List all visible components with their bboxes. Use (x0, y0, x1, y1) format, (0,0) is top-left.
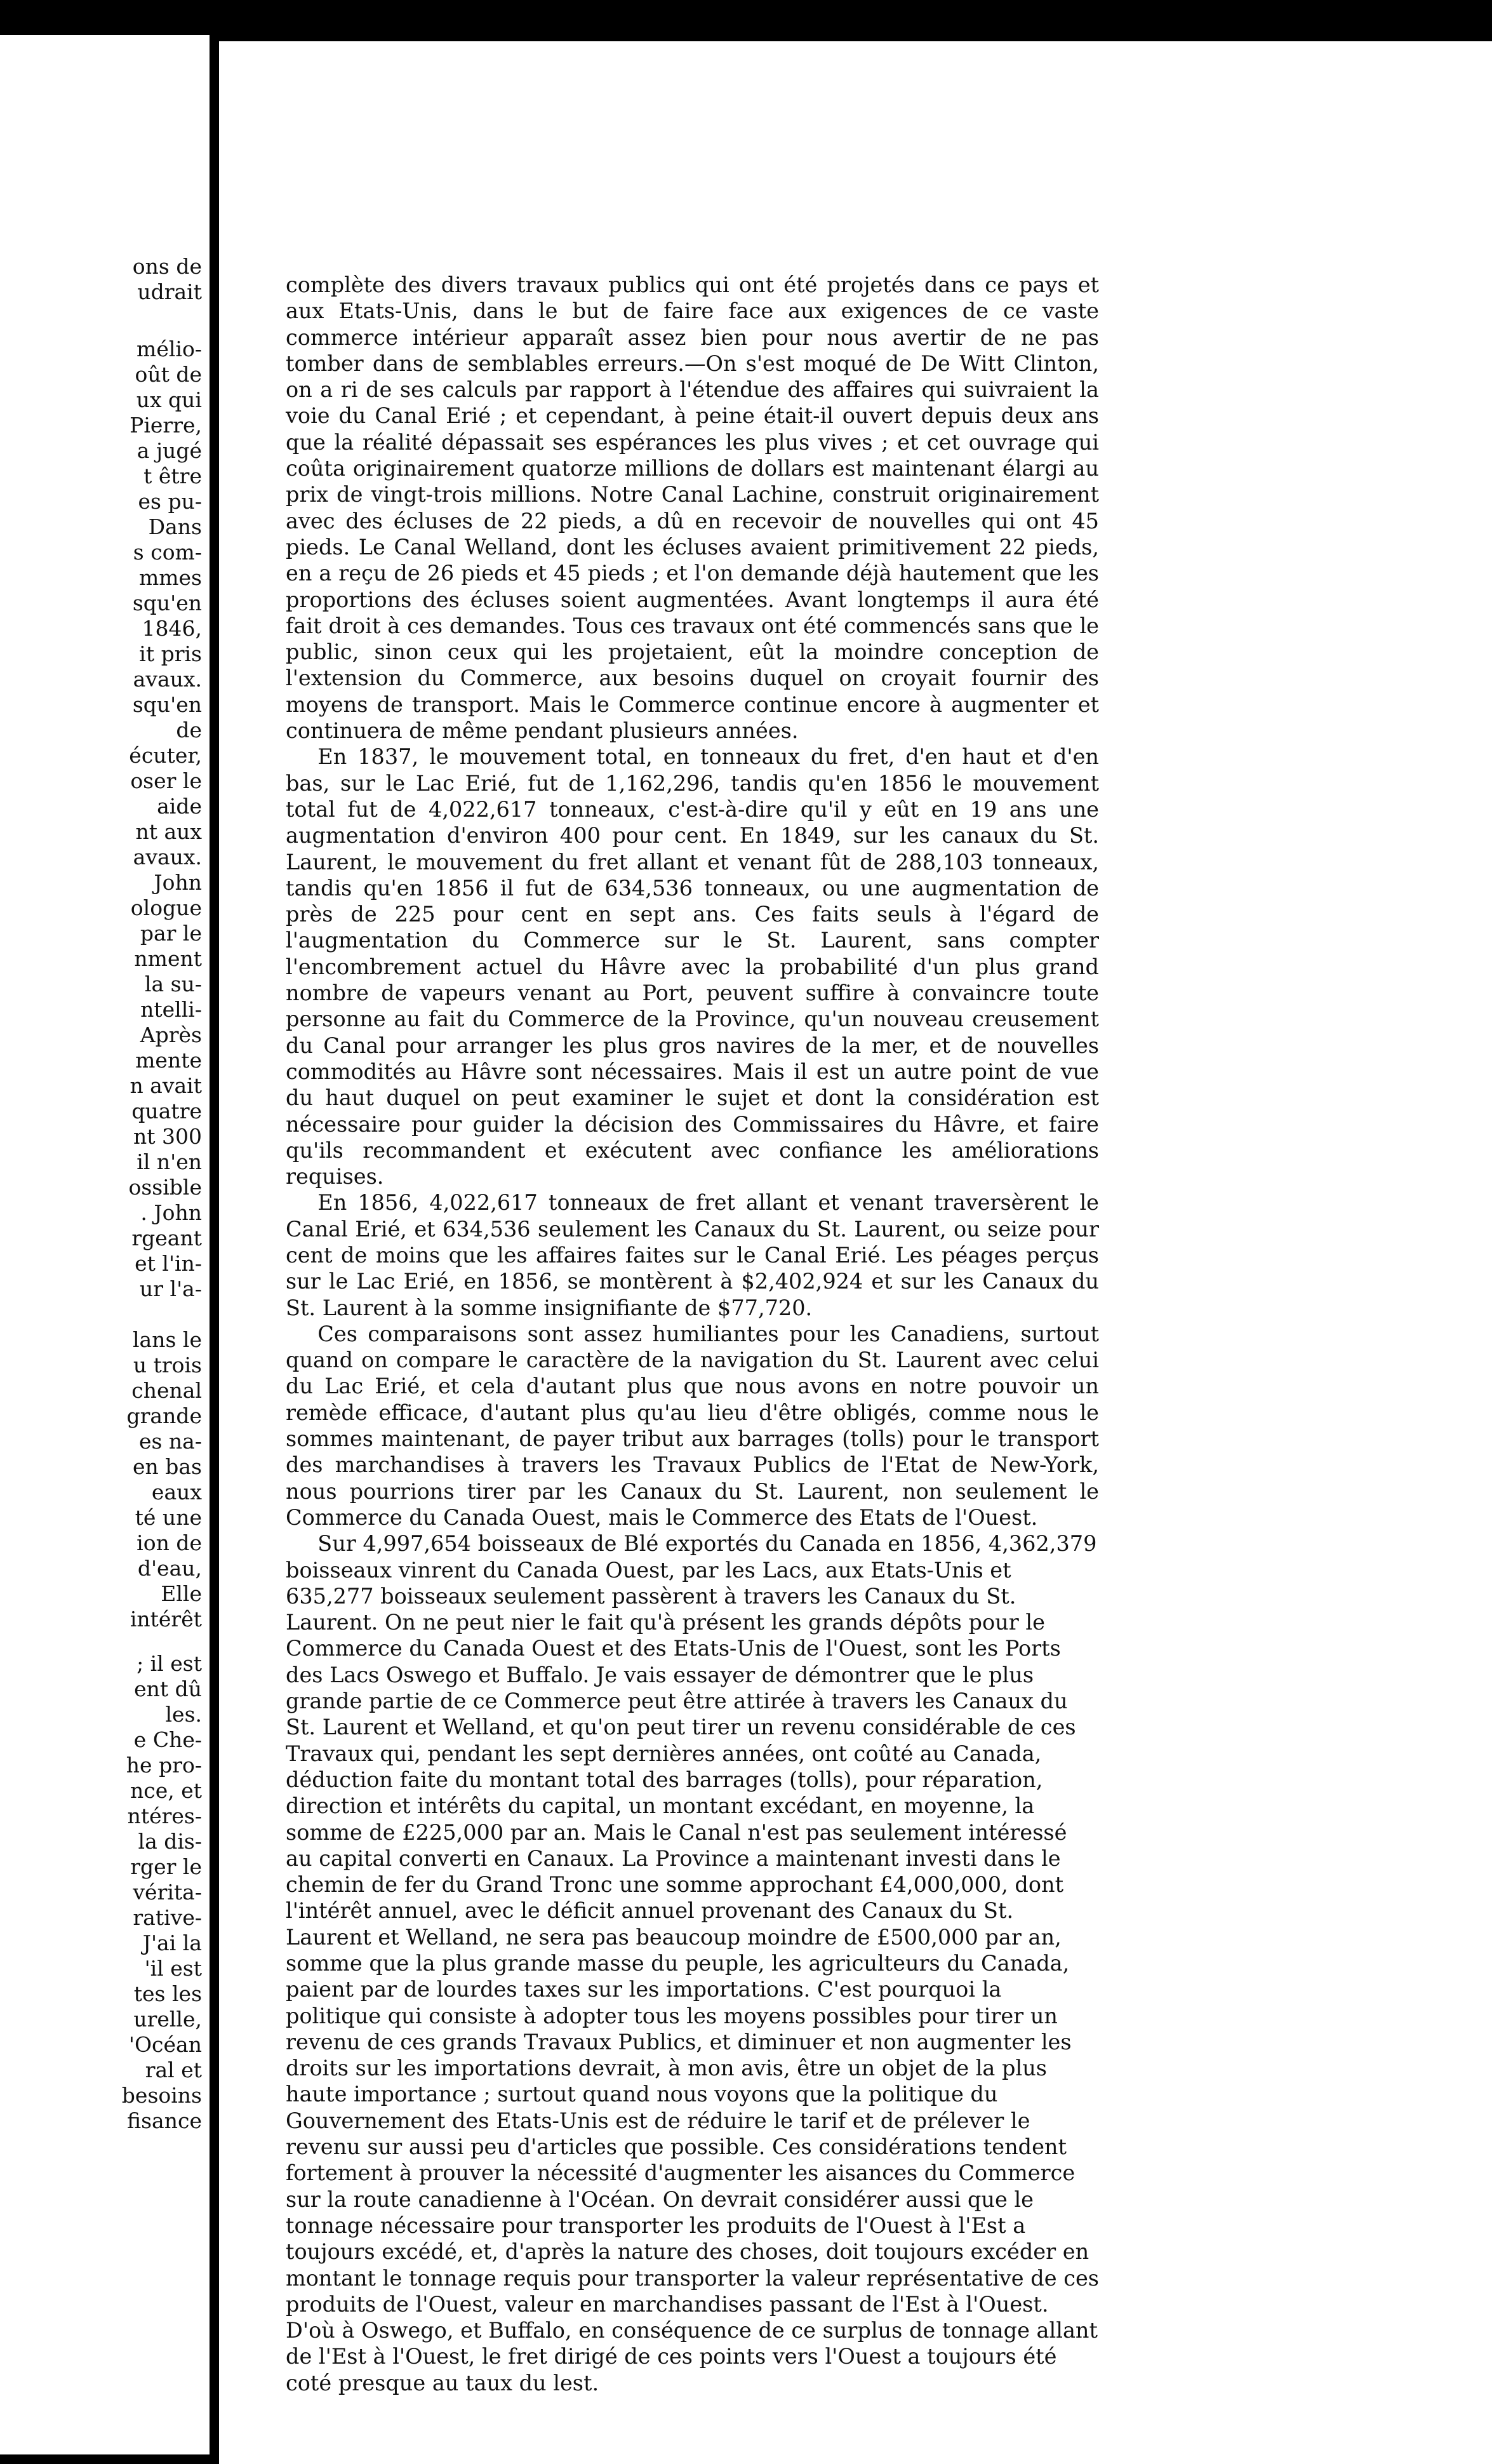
left-page-line: ur l'a- (140, 1276, 202, 1301)
left-page-line: . John (140, 1200, 202, 1225)
left-page-line: en bas (132, 1454, 202, 1479)
left-page-line: mente (135, 1048, 202, 1073)
left-page-line: udrait (137, 279, 202, 304)
left-page-line: ons de (132, 254, 202, 279)
left-page-line: rgeant (131, 1226, 202, 1250)
left-page-line: ntelli- (140, 997, 202, 1022)
left-page-line: avaux. (133, 845, 202, 869)
left-page-line: ologue (130, 895, 202, 920)
left-page-line: par le (140, 921, 202, 946)
left-page-line: quatre (131, 1099, 202, 1123)
left-page-line: tes les (133, 1981, 202, 2006)
left-page-line: rative- (133, 1905, 202, 1930)
left-page-line: ; il est (137, 1651, 202, 1676)
left-page-line: s com- (133, 540, 202, 565)
left-page-line: avaux. (133, 667, 202, 692)
left-page-line: ux qui (136, 387, 202, 412)
left-page-line: 'Océan (128, 2032, 202, 2057)
paragraph-3: En 1856, 4,022,617 tonneaux de fret allant et venant traversèrent le Canal Erié, et 634,536 seulement les Canaux du St. Laurent, ou seize pour cent de moins que les affaires faites sur le Canal Erié. Les péages perçus sur le Lac Erié, en 1856, se montèrent à $2,402,924 et sur les Canaux du St. Laurent à la somme insignifiante de $77,720. (286, 1190, 1099, 1320)
paragraph-4: Ces comparaisons sont assez humiliantes pour les Canadiens, surtout quand on compare le caractère de la navigation du St. Laurent avec celui du Lac Erié, et cela d'autant plus que nous avons en notre pouvoir un remède efficace, d'autant plus qu'au lieu d'être obligés, comme nous le sommes maintenant, de payer tribut aux barrages (tolls) pour le transport des marchandises à travers les Travaux Publics de l'Etat de New-York, nous pourrions tirer par les Canaux du St. Laurent, non seulement le Commerce du Canada Ouest, mais le Commerce des Etats de l'Ouest. (286, 1321, 1099, 1530)
left-page-line: ntéres- (127, 1804, 202, 1828)
left-page-line: urelle, (133, 2007, 202, 2032)
left-page-line: he pro- (126, 1753, 202, 1778)
left-page-line: Elle (161, 1581, 202, 1606)
left-page-line: la dis- (138, 1829, 202, 1854)
left-page-line: les. (165, 1702, 202, 1727)
left-page-line: ral et (145, 2058, 202, 2082)
paragraph-2: En 1837, le mouvement total, en tonneaux du fret, d'en haut et d'en bas, sur le Lac Erié, fut de 1,162,296, tandis qu'en 1856 le mouvement total fut de 4,022,617 tonneaux, c'est-à-dire qu'il y eût en 19 ans une augmentation d'environ 400 pour cent. En 1849, sur les canaux du St. Laurent, le mouvement du fret allant et venant fût de 288,103 tonneaux, tandis qu'en 1856 il fut de 634,536 tonneaux, ou une augmentation de près de 225 pour cent en sept ans. Ces faits seuls à l'égard de l'augmentation du Commerce sur le St. Laurent, sans compter l'encombrement actuel du Hâvre avec la probabilité d'un plus grand nombre de vapeurs venant au Port, peuvent suffire à convaincre toute personne au fait du Commerce de la Province, qu'un nouveau creusement du Canal pour arranger les plus gros navires de la mer, et de nouvelles commodités au Hâvre sont nécessaires. Mais il est un autre point de vue du haut duquel on peut examiner le sujet et dont la considération est nécessaire pour guider la décision des Commissaires du Hâvre, et faire qu'ils recommandent et exécutent avec confiance les améliorations requises. (286, 744, 1099, 1189)
left-page-line: fisance (127, 2108, 202, 2133)
left-page-line: squ'en (132, 692, 202, 717)
left-page-line: grande (126, 1403, 202, 1428)
left-page-line: es pu- (138, 489, 202, 514)
left-page-line: Pierre, (130, 413, 202, 438)
left-page-line: u trois (133, 1353, 202, 1377)
left-page-line: besoins (121, 2083, 202, 2108)
left-page-line: e Che- (133, 1727, 202, 1752)
left-page-line: 'il est (144, 1956, 202, 1981)
left-page-line: ossible (128, 1175, 202, 1200)
left-page-line: la su- (144, 972, 202, 996)
left-page-line: écuter, (129, 743, 202, 768)
left-page-line: ent dû (134, 1677, 202, 1701)
left-page-line: oser le (130, 768, 202, 793)
left-page-line: a jugé (137, 438, 202, 463)
left-page-line: té une (135, 1505, 202, 1530)
left-page-line: nment (134, 946, 202, 971)
paragraph-1: complète des divers travaux publics qui ont été projetés dans ce pays et aux Etats-Unis, dans le but de faire face aux exigences de ce vaste commerce intérieur apparaît assez bien pour nous avertir de ne pas tomber dans de semblables erreurs.—On s'est moqué de De Witt Clinton, on a ri de ses calculs par rapport à l'étendue des affaires qui suivraient la voie du Canal Erié ; et cependant, à peine était-il ouvert depuis deux ans que la réalité dépassait ses espérances les plus vives ; et cet ouvrage qui coûta originairement quatorze millions de dollars est maintenant élargi au prix de vingt-trois millions. Notre Canal Lachine, construit originairement avec des écluses de 22 pieds, a dû en recevoir de nouvelles qui ont 45 pieds. Le Canal Welland, dont les écluses avaient primitivement 22 pieds, en a reçu de 26 pieds et 45 pieds ; et l'on demande déjà hautement que les proportions des écluses soient augmentées. Avant longtemps il aura été fait droit à ces demandes. Tous ces travaux ont été commencés sans que le public, sinon ceux qui les projetaient, eût la moindre conception de l'extension du Commerce, aux besoins duquel on croyait fournir des moyens de transport. Mais le Commerce continue encore à augmenter et continuera de même pendant plusieurs années. (286, 272, 1099, 744)
left-page-line: il n'en (137, 1149, 202, 1174)
left-page-line: J'ai la (142, 1931, 202, 1955)
left-page-line: ion de (137, 1530, 202, 1555)
left-page-line: lans le (133, 1327, 202, 1352)
left-page-line: Dans (148, 514, 202, 539)
left-page-line: de (176, 718, 202, 742)
left-page-fragment (0, 35, 210, 2454)
left-page-line: eaux (151, 1480, 202, 1504)
left-page-line: rger le (130, 1854, 202, 1879)
left-page-line: Après (140, 1022, 202, 1047)
left-page-line: mélio- (137, 337, 202, 361)
left-page-line: aide (157, 794, 202, 819)
left-page-line: it pris (139, 641, 202, 666)
left-page-line: nt aux (135, 819, 202, 844)
left-page-line: nce, et (130, 1778, 202, 1803)
left-page-line: John (154, 870, 202, 895)
left-page-line: chenal (131, 1378, 202, 1403)
left-page-line: n avait (130, 1073, 202, 1098)
left-page-line: oût de (135, 362, 202, 387)
left-page-line: intérêt (130, 1607, 202, 1631)
left-page-line: squ'en (132, 591, 202, 615)
main-page (219, 41, 1492, 2464)
left-page-line: t être (143, 464, 202, 488)
left-page-line: d'eau, (137, 1556, 202, 1581)
left-page-line: es na- (138, 1429, 202, 1454)
paragraph-5: Sur 4,997,654 boisseaux de Blé exportés du Canada en 1856, 4,362,379 boisseaux vinrent du Canada Ouest, par les Lacs, aux Etats-Unis et 635,277 boisseaux seulement passèrent à travers les Canaux du St. Laurent. On ne peut nier le fait qu'à présent les grands dépôts pour le Commerce du Canada Ouest et des Etats-Unis de l'Ouest, sont les Ports des Lacs Oswego et Buffalo. Je vais essayer de démontrer que le plus grande partie de ce Commerce peut être attirée à travers les Canaux du St. Laurent et Welland, et qu'on peut tirer un revenu considérable de ces Travaux qui, pendant les sept dernières années, ont coûté au Canada, déduction faite du montant total des barrages (tolls), pour réparation, direction et intérêts du capital, un montant excédant, en moyenne, la somme de £225,000 par an. Mais le Canal n'est pas seulement intéressé au capital converti en Canaux. La Province a maintenant investi dans le chemin de fer du Grand Tronc une somme approchant £4,000,000, dont l'intérêt annuel, avec le déficit annuel provenant des Canaux du St. Laurent et Welland, ne sera pas beaucoup moindre de £500,000 par an, somme que la plus grande masse du peuple, les agriculteurs du Canada, paient par de lourdes taxes sur les importations. C'est pourquoi la politique qui consiste à adopter tous les moyens possibles pour tirer un revenu de ces grands Travaux Publics, et diminuer et non augmenter les droits sur les importations devrait, à mon avis, être un objet de la plus haute importance ; surtout quand nous voyons que la politique du Gouvernement des Etats-Unis est de réduire le tarif et de prélever le revenu sur aussi peu d'articles que possible. Ces considérations tendent fortement à prouver la nécessité d'augmenter les aisances du Commerce sur la route canadienne à l'Océan. On devrait considérer aussi que le tonnage nécessaire pour transporter les produits de l'Ouest à l'Est a toujours excédé, et, d'après la nature des choses, doit toujours excéder en montant le tonnage requis pour transporter la valeur représentative de ces produits de l'Ouest, valeur en marchandises passant de l'Est à l'Ouest. D'où à Oswego, et Buffalo, en conséquence de ce surplus de tonnage allant de l'Est à l'Ouest, le fret dirigé de ces points vers l'Ouest a toujours été coté presque au taux du lest. (286, 1531, 1099, 2395)
left-page-line: véritа- (133, 1880, 202, 1905)
page-mark (1200, 43, 1204, 57)
left-page-line: et l'in- (135, 1251, 202, 1276)
left-page-line: mmes (138, 565, 202, 590)
body-text (286, 272, 1099, 2396)
left-page-line: 1846, (142, 616, 202, 641)
left-page-line: nt 300 (133, 1124, 202, 1149)
